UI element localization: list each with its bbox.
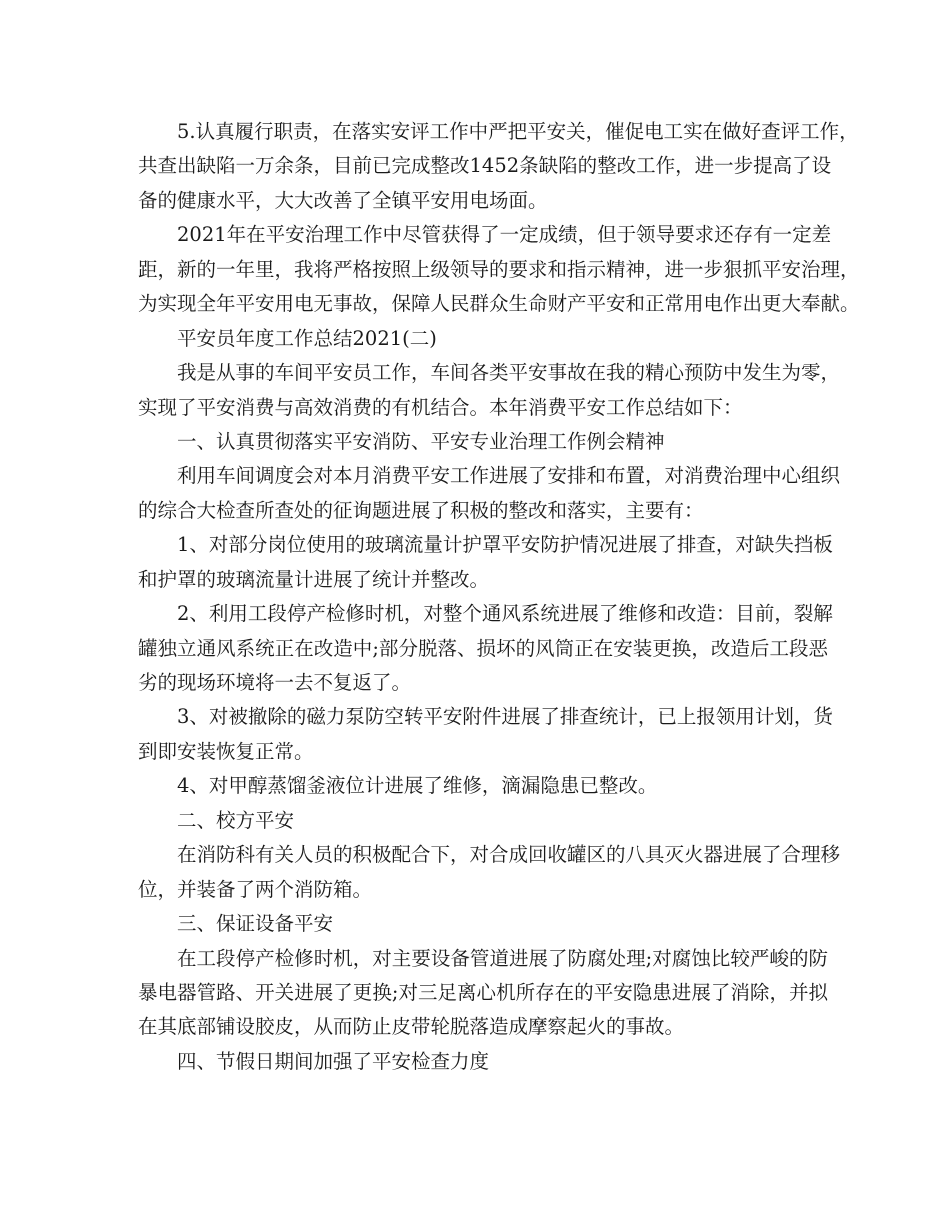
text-line: 罐独立通风系统正在改造中;部分脱落、损坏的风筒正在安装更换，改造后工段恶: [138, 636, 828, 660]
text-line: 4、对甲醇蒸馏釜液位计进展了维修，滴漏隐患已整改。: [177, 774, 658, 798]
text-line: 在其底部铺设胶皮，从而防止皮带轮脱落造成摩察起火的事故。: [138, 1015, 685, 1039]
text-line: 三、保证设备平安: [177, 912, 334, 936]
text-line: 备的健康水平，大大改善了全镇平安用电场面。: [138, 188, 548, 212]
text-line: 5.认真履行职责，在落实安评工作中严把平安关，催促电工实在做好查评工作，: [177, 120, 859, 143]
text-line: 2、利用工段停产检修时机，对整个通风系统进展了维修和改造：目前，裂解: [177, 602, 833, 626]
text-line: 3、对被撤除的磁力泵防空转平安附件进展了排查统计，已上报领用计划，货: [177, 705, 833, 729]
document-body: [138, 115, 860, 1079]
text-line: 2021年在平安治理工作中尽管获得了一定成绩，但于领导要求还存有一定差: [177, 223, 832, 247]
text-line: 共查出缺陷一万余条，目前已完成整改1452条缺陷的整改工作，进一步提高了设: [138, 154, 832, 178]
text-line: 我是从事的车间平安员工作，车间各类平安事故在我的精心预防中发生为零，: [177, 361, 841, 385]
text-line: 距，新的一年里，我将严格按照上级领导的要求和指示精神，进一步狠抓平安治理，: [138, 257, 860, 281]
text-line: 1、对部分岗位使用的玻璃流量计护罩平安防护情况进展了排查，对缺失挡板: [177, 533, 833, 557]
text-line: 到即安装恢复正常。: [138, 739, 314, 763]
text-line: 暴电器管路、开关进展了更换;对三足离心机所存在的平安隐患进展了消除，并拟: [138, 980, 828, 1004]
text-line: 平安员年度工作总结2021(二): [177, 326, 437, 350]
text-line: 四、节假日期间加强了平安检查力度: [177, 1049, 490, 1073]
text-line: 劣的现场环境将一去不复返了。: [138, 671, 412, 694]
text-line: 为实现全年平安用电无事故，保障人民群众生命财产平安和正常用电作出更大奉献。: [138, 292, 860, 316]
text-line: 二、校方平安: [177, 808, 295, 832]
text-line: 的综合大检查所查处的征询题进展了积极的整改和落实，主要有：: [138, 498, 704, 522]
text-line: 在工段停产检修时机，对主要设备管道进展了防腐处理;对腐蚀比较严峻的防: [177, 946, 828, 970]
text-line: 利用车间调度会对本月消费平安工作进展了安排和布置，对消费治理中心组织: [177, 464, 841, 488]
text-line: 实现了平安消费与高效消费的有机结合。本年消费平安工作总结如下：: [138, 395, 743, 419]
text-line: 在消防科有关人员的积极配合下，对合成回收罐区的八具灭火器进展了合理移: [177, 843, 841, 867]
text-line: 位，并装备了两个消防箱。: [138, 877, 373, 901]
text-line: 和护罩的玻璃流量计进展了统计并整改。: [138, 567, 490, 591]
text-line: 一、认真贯彻落实平安消防、平安专业治理工作例会精神: [177, 429, 665, 453]
